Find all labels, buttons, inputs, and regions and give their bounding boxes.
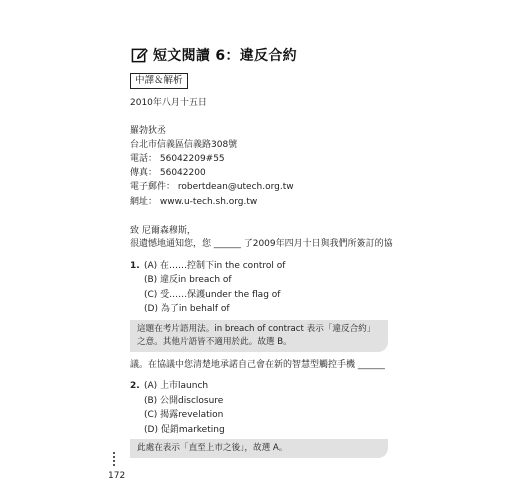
sender-name: 羅勃狄丞: [130, 126, 167, 136]
sender-email: 電子郵件： robertdean@utech.org.tw: [130, 182, 294, 192]
sender-website: 網址： www.u-tech.sh.org.tw: [130, 197, 258, 207]
question-1-option-d: (D) 為了in behalf of: [144, 304, 230, 314]
question-2-option-b: (B) 公開disclosure: [144, 396, 224, 406]
question-1-option-b: (B) 違反in breach of: [144, 275, 232, 285]
pencil-edit-icon: [131, 47, 148, 64]
question-1-option-c: (C) 受……保護under the flag of: [144, 290, 281, 300]
question-2-option-c: (C) 揭露revelation: [144, 410, 224, 420]
letter-salutation: 致 尼爾森穆斯，: [130, 226, 196, 236]
question-1-explanation: [130, 320, 388, 352]
page-number: 172: [108, 471, 126, 481]
letter-line: 很遺憾地通知您，您 ______ 了2009年四月十日與我們所簽訂的協: [130, 239, 393, 249]
explanation-line: 此處在表示「直至上市之後」，故選 A。: [137, 443, 288, 453]
sender-fax: 傳真： 56042200: [130, 168, 206, 178]
question-2-option-a: (A) 上市launch: [144, 381, 209, 391]
question-2-option-d: (D) 促銷marketing: [144, 425, 225, 435]
question-1-option-a: (A) 在……控制下in the control of: [144, 261, 286, 271]
question-2-number: 2.: [130, 381, 140, 391]
explanation-line: 這題在考片語用法。in breach of contract 表示「違反合約」: [137, 324, 376, 334]
page-title: 短文閱讀 6：違反合約: [153, 48, 297, 64]
question-1-number: 1.: [130, 261, 140, 271]
letter-line: 議。在協議中您清楚地承諾自己會在新的智慧型觸控手機 ______: [130, 360, 385, 370]
sender-street: 台北市信義區信義路308號: [130, 140, 238, 150]
page-edge-dots: [113, 452, 116, 468]
section-heading: [131, 44, 297, 66]
question-2-explanation: [130, 439, 388, 458]
explanation-line: 之意。其他片語皆不適用於此。故選 B。: [137, 337, 292, 347]
sender-phone: 電話： 56042209#55: [130, 154, 225, 164]
section-tag: 中譯＆解析: [130, 73, 188, 89]
letter-date: 2010年八月十五日: [130, 98, 207, 108]
